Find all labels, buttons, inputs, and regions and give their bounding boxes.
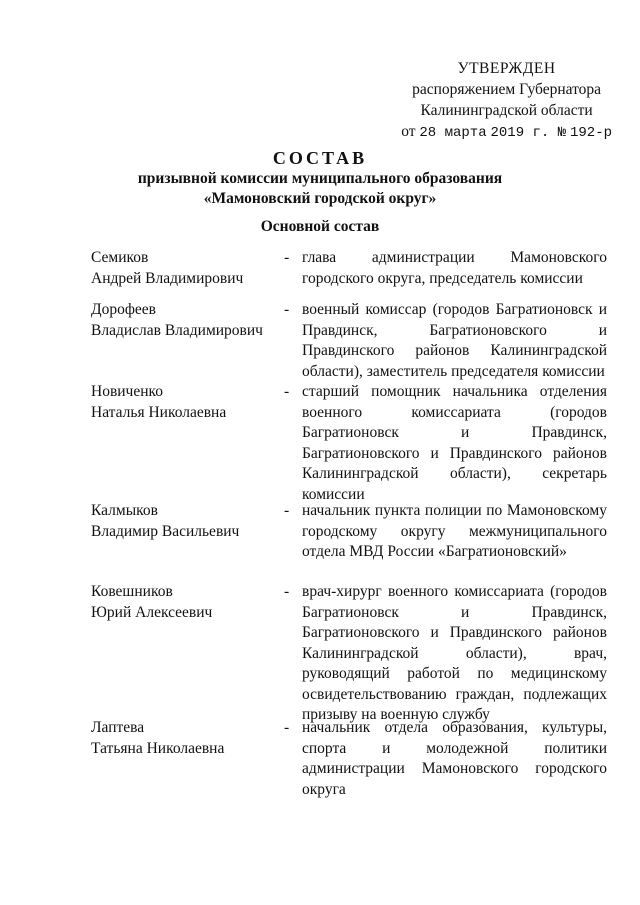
member-name [91, 248, 281, 289]
member-name [91, 582, 281, 623]
title-line-3: «Мамоновский городской округ» [203, 190, 437, 207]
member-name [91, 300, 281, 341]
member-name [91, 382, 281, 423]
member-surname: Ковешников [91, 583, 173, 600]
approval-date-line [401, 121, 612, 144]
approval-block [401, 58, 612, 144]
member-dash: - [284, 502, 290, 519]
member-surname: Семиков [91, 249, 149, 266]
member-surname: Калмыков [91, 502, 158, 519]
member-dash: - [284, 719, 290, 736]
approval-line-2: Калининградской области [420, 102, 593, 119]
member-surname: Лаптева [91, 719, 145, 736]
member-given-name: Татьяна Николаевна [91, 739, 225, 757]
member-given-name: Владислав Владимирович [91, 321, 263, 339]
member-role: военный комиссар (городов Багратионовск и Правдинск, Багратионовского и Правдинского районов Калининградской области), заместитель председателя комиссии [302, 301, 607, 380]
member-role: глава администрации Мамоновского городского округа, председатель комиссии [302, 249, 607, 287]
member-name [91, 501, 281, 542]
member-role: врач-хирург военного комиссариата (городов Багратионовск и Правдинск, Багратионовского и Правдинского районов Калининградской области), врач, руководящий работой по медицинскому освидетельствованию граждан, подлежащих призыву на военную службу [302, 583, 607, 723]
title-line-1: СОСТАВ [272, 148, 368, 168]
member-given-name: Юрий Алексеевич [91, 603, 213, 621]
member-given-name: Андрей Владимирович [91, 269, 244, 287]
member-role: начальник пункта полиции по Мамоновскому городскому округу межмуниципального отдела МВД России «Багратионовский» [302, 502, 607, 560]
member-surname: Дорофеев [91, 301, 156, 318]
member-dash: - [284, 249, 290, 266]
approval-heading: УТВЕРЖДЕН [457, 60, 556, 77]
approval-line-1: распоряжением Губернатора [412, 81, 602, 98]
member-given-name: Наталья Николаевна [91, 403, 227, 421]
section-title: Основной состав [260, 218, 380, 235]
member-role: начальник отдела образования, культуры, спорта и молодежной политики администрации Мамоновского городского округа [302, 719, 607, 798]
member-dash: - [284, 383, 290, 400]
title-line-2: призывной комиссии муниципального образования [137, 170, 503, 187]
approval-date-day: 28 марта [419, 125, 487, 141]
document-title [0, 147, 640, 209]
approval-number: 192-р [569, 125, 612, 141]
member-name [91, 718, 281, 759]
member-surname: Новиченко [91, 383, 164, 400]
approval-date-year: 2019 г. № [490, 125, 567, 141]
approval-date-prefix: от [401, 123, 416, 140]
member-dash: - [284, 583, 290, 600]
member-dash: - [284, 301, 290, 318]
member-given-name: Владимир Васильевич [91, 522, 240, 540]
member-role: старший помощник начальника отделения военного комиссариата (городов Багратионовск и Правдинск, Багратионовского и Правдинского районов Калининградской области), секретарь комиссии [302, 383, 607, 503]
